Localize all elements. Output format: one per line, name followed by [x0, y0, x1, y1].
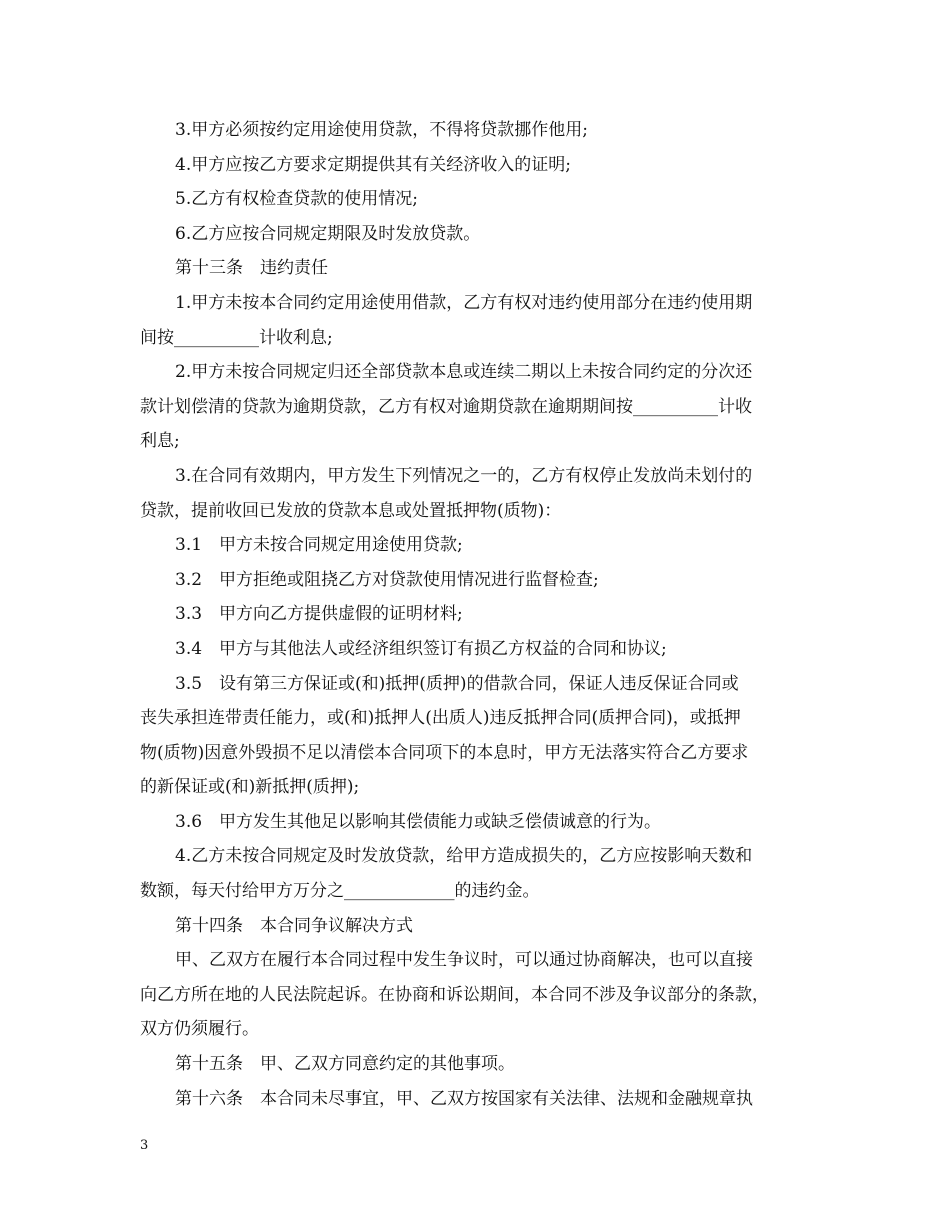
sub-clause-3-5-line-2: 丧失承担连带责任能力，或(和)抵押人(出质人)违反抵押合同(质押合同)，或抵押 — [140, 708, 741, 729]
article-13-heading: 第十三条 违约责任 — [175, 258, 328, 279]
article-13-item-2-line-1: 2.甲方未按合同规定归还全部贷款本息或连续二期以上未按合同约定的分次还 — [175, 362, 753, 383]
article-13-item-1-line-1: 1.甲方未按本合同约定用途使用借款，乙方有权对违约使用部分在违约使用期 — [175, 292, 753, 313]
article-13-item-2-line-3: 利息; — [140, 431, 180, 452]
article-13-item-4-line-1: 4.乙方未按合同规定及时发放贷款，给甲方造成损失的，乙方应按影响天数和 — [175, 846, 753, 867]
article-15-heading: 第十五条 甲、乙双方同意约定的其他事项。 — [175, 1054, 515, 1075]
clause-3-usage: 3.甲方必须按约定用途使用贷款，不得将贷款挪作他用; — [175, 120, 588, 140]
article-13-item-4-line-2: 数额，每天付给甲方万分之_____________的违约金。 — [140, 881, 540, 902]
article-14-body-line-1: 甲、乙双方在履行本合同过程中发生争议时，可以通过协商解决，也可以直接 — [175, 950, 753, 971]
article-13-item-2-line-2: 款计划偿清的贷款为逾期贷款，乙方有权对逾期贷款在逾期期间按__________计收 — [140, 396, 752, 417]
article-14-heading: 第十四条 本合同争议解决方式 — [175, 915, 413, 936]
document-body — [140, 113, 815, 1116]
sub-clause-3-5-line-1: 3.5 设有第三方保证或(和)抵押(质押)的借款合同，保证人违反保证合同或 — [175, 673, 739, 694]
page-number: 3 — [140, 1138, 149, 1153]
sub-clause-3-6: 3.6 甲方发生其他足以影响其偿债能力或缺乏偿债诚意的行为。 — [175, 811, 662, 832]
article-13-item-3-line-2: 贷款，提前收回已发放的贷款本息或处置抵押物(质物)： — [140, 500, 562, 521]
article-14-body-line-2: 向乙方所在地的人民法院起诉。在协商和诉讼期间，本合同不涉及争议部分的条款， — [140, 984, 769, 1005]
article-13-item-1-line-2: 间按__________计收利息; — [140, 327, 333, 348]
clause-5-inspection: 5.乙方有权检查贷款的使用情况; — [175, 189, 418, 210]
sub-clause-3-5-line-3: 物(质物)因意外毁损不足以清偿本合同项下的本息时，甲方无法落实符合乙方要求 — [140, 742, 749, 763]
sub-clause-3-3: 3.3 甲方向乙方提供虚假的证明材料; — [175, 604, 463, 625]
article-16-line-1: 第十六条 本合同未尽事宜，甲、乙双方按国家有关法律、法规和金融规章执 — [175, 1088, 753, 1109]
sub-clause-3-2: 3.2 甲方拒绝或阻挠乙方对贷款使用情况进行监督检查; — [175, 569, 599, 590]
sub-clause-3-1: 3.1 甲方未按合同规定用途使用贷款; — [175, 535, 463, 556]
clause-4-income-proof: 4.甲方应按乙方要求定期提供其有关经济收入的证明; — [175, 154, 571, 175]
sub-clause-3-4: 3.4 甲方与其他法人或经济组织签订有损乙方权益的合同和协议; — [175, 638, 667, 659]
article-13-item-3-line-1: 3.在合同有效期内，甲方发生下列情况之一的，乙方有权停止发放尚未划付的 — [175, 465, 753, 486]
clause-6-disbursement: 6.乙方应按合同规定期限及时发放贷款。 — [175, 223, 481, 244]
article-14-body-line-3: 双方仍须履行。 — [140, 1019, 259, 1040]
sub-clause-3-5-line-4: 的新保证或(和)新抵押(质押); — [140, 777, 360, 798]
